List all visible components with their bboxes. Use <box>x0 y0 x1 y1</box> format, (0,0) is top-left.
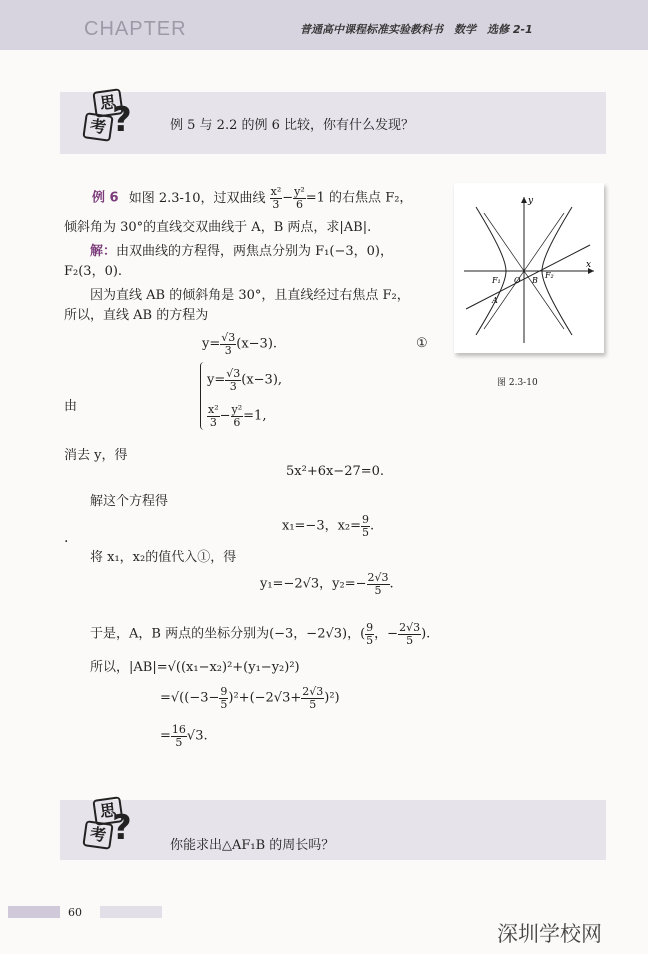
distance-line1: 所以，|AB|=√((x₁−x₂)²+(y₁−y₂)²) <box>90 660 300 675</box>
hyperbola-graph <box>454 183 604 353</box>
think-question: 例 5 与 2.2 的例 6 比较，你有什么发现？ <box>170 118 415 133</box>
solve-text: 解这个方程得 <box>90 494 169 509</box>
system-eq-2: $\frac{\text{x²}}{3}$ − $\frac{\text{y²}}{6}$ =1, <box>208 403 267 429</box>
distance-line3: = $\frac{16}{5}$ √3. <box>160 723 208 749</box>
think-box-2 <box>60 800 606 860</box>
label-a: A <box>492 296 498 305</box>
question-mark-icon-2: ? <box>112 808 132 848</box>
fraction-x2-3: $\frac{\text{x²}}{3}$ <box>270 185 282 211</box>
book-title: 普通高中课程标准实验教科书 数学 选修 2-1 <box>300 23 533 36</box>
roots: x₁=−3，x₂= $\frac{9}{5}$ . <box>282 513 375 539</box>
page-header <box>0 0 648 50</box>
system-eq-1: y= $\frac{√3}{3}$ (x−3), <box>207 367 283 393</box>
coordinates-line: 于是，A，B 两点的坐标分别为(−3，−2√3)，( $\frac{9}{5}$ ，− $\frac{2√3}{5}$ ). <box>90 621 431 647</box>
substitute-text: 将 x₁，x₂的值代入①，得 <box>90 550 237 565</box>
hyperbola-figure <box>454 183 604 353</box>
line-ab-1: 因为直线 AB 的倾斜角是 30°，且直线经过右焦点 F₂， <box>90 288 410 303</box>
label-f1: F₁ <box>492 276 501 285</box>
label-f2: F₂ <box>545 271 554 280</box>
footer-bar-left <box>8 906 60 918</box>
figure-caption: 图 2.3-10 <box>497 378 538 388</box>
solution-line1 <box>90 240 393 259</box>
example-label: 例 6 <box>92 190 119 206</box>
example-text-a: 如图 2.3-10，过双曲线 <box>128 190 266 206</box>
example-line2: 倾斜角为 30°的直线交双曲线于 A，B 两点，求|AB|. <box>64 220 372 235</box>
y-values: y₁=−2√3，y₂=− $\frac{2√3}{5}$ . <box>260 571 394 597</box>
watermark-text: 深圳学校网 <box>497 922 602 946</box>
solution-line2: F₂(3，0). <box>64 264 123 279</box>
line-ab-2: 所以，直线 AB 的方程为 <box>64 308 209 323</box>
label-y: y <box>528 196 534 206</box>
line-ab <box>466 245 590 309</box>
footer-bar-right <box>100 906 162 918</box>
page-number: 60 <box>68 906 82 919</box>
think-badge-icon <box>80 84 136 142</box>
quadratic-equation: 5x²+6x−27=0. <box>286 464 385 479</box>
by-label: 由 <box>64 399 78 414</box>
question-mark-icon: ? <box>112 100 132 140</box>
fraction-y2-6: $\frac{\text{y²}}{6}$ <box>294 185 305 211</box>
badge-char-bottom: 考 <box>82 112 113 142</box>
circle-one: ① <box>416 336 428 351</box>
y-axis-arrow <box>521 197 527 203</box>
eliminate-text: 消去 y，得 <box>64 448 128 463</box>
distance-line2: =√((−3− $\frac{9}{5}$ )²+(−2√3+ $\frac{2√3}{5}$ )²) <box>160 685 340 711</box>
solution-text1: 由双曲线的方程得，两焦点分别为 F₁(−3，0)， <box>116 244 393 259</box>
think-box-1 <box>60 92 606 154</box>
label-x: x <box>586 260 592 270</box>
chapter-label: CHAPTER <box>84 18 187 40</box>
badge-char-top: 思 <box>92 88 123 118</box>
minus-sign: − <box>282 190 294 206</box>
solution-label: 解： <box>90 244 117 259</box>
badge-char-bottom-2: 考 <box>82 820 113 850</box>
think-question-2: 你能求出△AF₁B 的周长吗？ <box>170 838 335 853</box>
label-origin: O <box>514 276 521 285</box>
equation-1: y= $\frac{√3}{3}$ (x−3). <box>202 331 278 357</box>
badge-char-top-2: 思 <box>92 796 123 826</box>
margin-dot: . <box>64 530 69 546</box>
think-badge-icon-2 <box>80 792 136 850</box>
label-b: B <box>532 276 538 285</box>
example-text-b: =1 的右焦点 F₂， <box>305 190 413 206</box>
example-intro <box>92 186 412 210</box>
